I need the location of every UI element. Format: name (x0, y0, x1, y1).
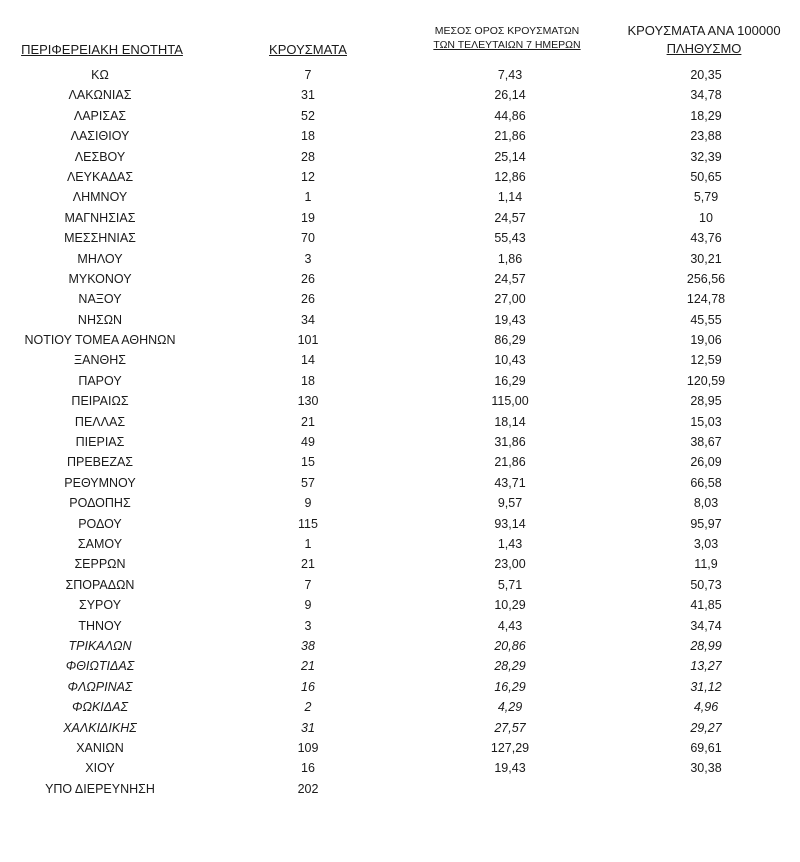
table-row (0, 148, 800, 168)
row-region: ΝΑΞΟΥ (78, 292, 122, 307)
row-region: ΥΠΟ ΔΙΕΡΕΥΝΗΣΗ (45, 781, 155, 796)
row-per-100000: 5,79 (693, 190, 719, 205)
header-avg-line2: ΤΩΝ ΤΕΛΕΥΤΑΙΩΝ 7 ΗΜΕΡΩΝ (433, 39, 581, 51)
row-cases: 49 (301, 435, 315, 450)
row-region: ΜΗΛΟΥ (77, 251, 123, 266)
header-per-100000 (608, 22, 800, 58)
table-row (0, 719, 800, 739)
row-per-100000: 41,85 (690, 598, 722, 613)
table-row (0, 107, 800, 127)
row-cases: 57 (301, 475, 315, 490)
row-cases: 109 (297, 740, 319, 755)
table-row (0, 311, 800, 331)
row-cases: 52 (301, 108, 315, 123)
row-avg: 115,00 (491, 394, 529, 409)
header-cases: ΚΡΟΥΣΜΑΤΑ (269, 42, 347, 57)
row-cases: 115 (298, 516, 318, 531)
table-row (0, 596, 800, 616)
table-row (0, 168, 800, 188)
row-per-100000: 30,21 (690, 251, 722, 266)
table-row (0, 759, 800, 779)
table-body (0, 66, 800, 800)
header-avg-7-days (402, 24, 612, 52)
row-cases: 15 (301, 455, 315, 470)
row-region: ΛΕΣΒΟΥ (74, 149, 126, 164)
row-region: ΧΙΟΥ (85, 761, 115, 776)
row-region: ΠΡΕΒΕΖΑΣ (66, 455, 134, 470)
row-avg: 44,86 (494, 108, 526, 123)
row-cases: 31 (301, 88, 315, 103)
row-cases: 70 (301, 231, 315, 246)
row-per-100000: 256,56 (686, 271, 726, 286)
row-avg: 43,71 (494, 475, 526, 490)
row-cases: 21 (301, 557, 315, 572)
table-row (0, 188, 800, 208)
row-region: ΧΑΝΙΩΝ (76, 740, 124, 755)
table-row (0, 229, 800, 249)
table-row (0, 127, 800, 147)
row-per-100000: 50,65 (690, 169, 722, 184)
row-per-100000: 50,73 (690, 577, 722, 592)
row-region: ΝΟΤΙΟΥ ΤΟΜΕΑ ΑΘΗΝΩΝ (24, 333, 176, 348)
row-cases: 130 (297, 394, 319, 409)
row-cases: 21 (301, 659, 315, 674)
row-region: ΣΠΟΡΑΔΩΝ (65, 577, 135, 592)
row-per-100000: 8,03 (693, 496, 719, 511)
row-region: ΛΕΥΚΑΔΑΣ (66, 169, 134, 184)
row-avg: 19,43 (494, 312, 526, 327)
table-row (0, 698, 800, 718)
row-cases: 34 (301, 312, 315, 327)
row-region: ΧΑΛΚΙΔΙΚΗΣ (63, 720, 137, 735)
table-row (0, 392, 800, 412)
header-per-line1: ΚΡΟΥΣΜΑΤΑ ΑΝΑ 100000 (627, 23, 781, 38)
row-cases: 7 (304, 68, 312, 82)
row-per-100000: 19,06 (690, 333, 722, 348)
row-avg: 16,29 (494, 373, 526, 388)
table-row (0, 494, 800, 514)
row-region: ΣΥΡΟΥ (78, 598, 122, 613)
row-avg: 9,57 (497, 496, 523, 511)
row-avg: 21,86 (494, 129, 526, 144)
table-header (0, 0, 800, 64)
row-cases: 16 (301, 761, 315, 776)
row-avg: 86,29 (494, 333, 526, 348)
row-cases: 9 (304, 598, 312, 613)
row-avg: 27,57 (494, 720, 526, 735)
row-per-100000: 29,27 (690, 720, 722, 735)
table-row (0, 515, 800, 535)
row-avg: 1,43 (497, 536, 523, 551)
row-cases: 1 (304, 190, 312, 205)
row-region: ΛΑΚΩΝΙΑΣ (68, 88, 132, 103)
row-avg: 10,29 (494, 598, 526, 613)
row-avg: 21,86 (494, 455, 526, 470)
table-row (0, 290, 800, 310)
table-row (0, 270, 800, 290)
row-region: ΛΗΜΝΟΥ (72, 190, 128, 205)
row-region: ΡΟΔΟΠΗΣ (69, 496, 131, 511)
row-per-100000: 34,78 (690, 88, 722, 103)
row-avg: 24,57 (494, 210, 526, 225)
table-row (0, 739, 800, 759)
table-row (0, 372, 800, 392)
row-avg: 93,14 (494, 516, 526, 531)
row-per-100000: 3,03 (693, 536, 719, 551)
table-row (0, 678, 800, 698)
row-avg: 1,14 (497, 190, 523, 205)
row-cases: 26 (301, 292, 315, 307)
row-region: ΜΕΣΣΗΝΙΑΣ (64, 231, 136, 246)
row-cases: 21 (301, 414, 315, 429)
row-region: ΛΑΡΙΣΑΣ (73, 108, 127, 123)
row-avg: 5,71 (497, 577, 523, 592)
row-per-100000: 69,61 (690, 740, 722, 755)
row-region: ΞΑΝΘΗΣ (74, 353, 126, 368)
row-region: ΠΕΛΛΑΣ (74, 414, 126, 429)
row-cases: 202 (297, 781, 319, 796)
row-avg: 127,29 (490, 740, 530, 755)
header-avg-line1: ΜΕΣΟΣ ΟΡΟΣ ΚΡΟΥΣΜΑΤΩΝ (434, 25, 580, 37)
row-per-100000: 124,78 (686, 292, 726, 307)
row-region: ΡΕΘΥΜΝΟΥ (64, 475, 136, 490)
row-avg: 23,00 (494, 557, 526, 572)
table-row (0, 209, 800, 229)
row-cases: 31 (301, 720, 315, 735)
row-per-100000: 13,27 (690, 659, 722, 674)
row-avg: 4,29 (497, 700, 523, 715)
row-cases: 9 (304, 496, 312, 511)
row-avg: 16,29 (494, 679, 526, 694)
row-cases: 18 (301, 373, 315, 388)
row-per-100000: 18,29 (690, 108, 722, 123)
row-per-100000: 10 (699, 210, 713, 225)
row-cases: 1 (304, 536, 312, 551)
row-cases: 16 (301, 679, 315, 694)
row-per-100000: 11,9 (694, 557, 718, 572)
row-region: ΦΘΙΩΤΙΔΑΣ (65, 659, 135, 674)
table-row (0, 617, 800, 637)
row-cases: 26 (301, 271, 315, 286)
row-avg: 18,14 (494, 414, 526, 429)
row-region: ΛΑΣΙΘΙΟΥ (70, 129, 130, 144)
row-avg: 25,14 (494, 149, 526, 164)
row-per-100000: 4,96 (693, 700, 719, 715)
row-avg: 1,86 (497, 251, 523, 266)
row-cases: 28 (301, 149, 315, 164)
row-avg: 7,43 (497, 68, 523, 82)
row-per-100000: 38,67 (690, 435, 722, 450)
row-cases: 3 (304, 251, 312, 266)
table-row (0, 66, 800, 86)
row-avg: 10,43 (494, 353, 526, 368)
row-avg: 12,86 (494, 169, 526, 184)
table-row (0, 555, 800, 575)
row-avg: 19,43 (494, 761, 526, 776)
table-row (0, 433, 800, 453)
row-region: ΦΩΚΙΔΑΣ (72, 700, 128, 715)
row-per-100000: 66,58 (690, 475, 722, 490)
table-row (0, 351, 800, 371)
row-cases: 12 (301, 169, 315, 184)
row-cases: 38 (301, 638, 315, 653)
row-per-100000: 120,59 (686, 373, 726, 388)
row-cases: 14 (301, 353, 315, 368)
table-row (0, 331, 800, 351)
row-per-100000: 95,97 (690, 516, 722, 531)
row-per-100000: 28,95 (690, 394, 722, 409)
row-region: ΡΟΔΟΥ (78, 516, 122, 531)
table-row (0, 535, 800, 555)
row-per-100000: 32,39 (690, 149, 722, 164)
row-avg: 26,14 (494, 88, 526, 103)
row-per-100000: 23,88 (690, 129, 722, 144)
row-per-100000: 34,74 (690, 618, 722, 633)
table-row (0, 780, 800, 800)
row-cases: 3 (304, 618, 312, 633)
row-per-100000: 15,03 (690, 414, 722, 429)
table-row (0, 576, 800, 596)
row-region: ΦΛΩΡΙΝΑΣ (67, 679, 133, 694)
row-region: ΠΑΡΟΥ (78, 373, 122, 388)
row-per-100000: 28,99 (690, 638, 722, 653)
row-region: ΣΑΜΟΥ (77, 536, 123, 551)
row-region: ΜΑΓΝΗΣΙΑΣ (64, 210, 136, 225)
table-row (0, 86, 800, 106)
row-per-100000: 12,59 (690, 353, 722, 368)
row-avg: 24,57 (494, 271, 526, 286)
row-region: ΠΕΙΡΑΙΩΣ (71, 394, 129, 409)
table-row (0, 250, 800, 270)
header-per-line2: ΠΛΗΘΥΣΜΟ (666, 41, 742, 56)
header-region: ΠΕΡΙΦΕΡΕΙΑΚΗ ΕΝΟΤΗΤΑ (21, 42, 183, 57)
row-avg: 28,29 (494, 659, 526, 674)
table-row (0, 413, 800, 433)
row-region: ΤΡΙΚΑΛΩΝ (68, 638, 132, 653)
row-cases: 101 (297, 333, 319, 348)
row-region: ΠΙΕΡΙΑΣ (75, 435, 125, 450)
row-per-100000: 31,12 (690, 679, 722, 694)
row-per-100000: 20,35 (690, 68, 722, 82)
row-avg: 4,43 (497, 618, 523, 633)
row-cases: 19 (301, 210, 315, 225)
row-avg: 31,86 (494, 435, 526, 450)
row-per-100000: 26,09 (690, 455, 722, 470)
row-region: ΝΗΣΩΝ (77, 312, 123, 327)
row-avg: 27,00 (494, 292, 526, 307)
row-per-100000: 45,55 (690, 312, 722, 327)
row-per-100000: 30,38 (690, 761, 722, 776)
row-avg: 20,86 (494, 638, 526, 653)
row-cases: 18 (301, 129, 315, 144)
row-region: ΜΥΚΟΝΟΥ (68, 271, 132, 286)
table-row (0, 453, 800, 473)
table-row (0, 657, 800, 677)
row-region: ΚΩ (91, 68, 109, 82)
row-cases: 2 (304, 700, 312, 715)
row-per-100000: 43,76 (690, 231, 722, 246)
row-region: ΣΕΡΡΩΝ (74, 557, 126, 572)
table-row (0, 637, 800, 657)
row-region: ΤΗΝΟΥ (78, 618, 122, 633)
row-cases: 7 (304, 577, 312, 592)
row-avg: 55,43 (494, 231, 526, 246)
table-row (0, 474, 800, 494)
